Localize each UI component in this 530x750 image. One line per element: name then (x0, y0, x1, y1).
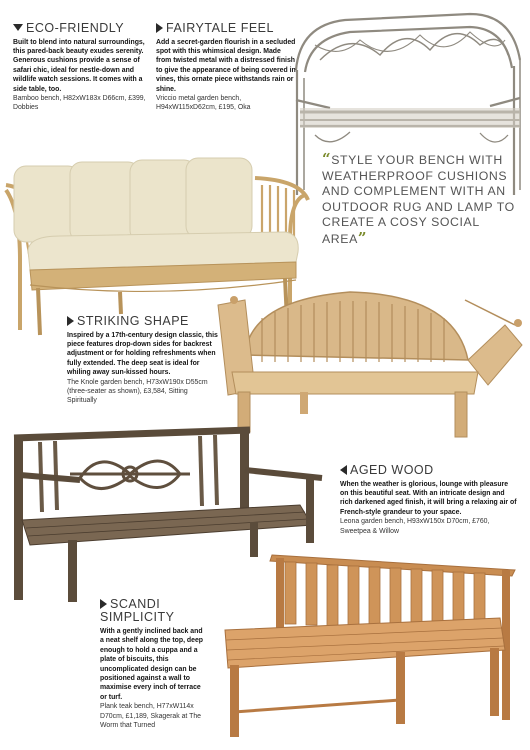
article-credit: Bamboo bench, H82xW183x D66cm, £399, Dobbies (13, 94, 146, 112)
article-body: Inspired by a 17th-century design classic, this piece features drop-down sides for backrest adjustment or for holding refreshments when fully extended. The deep seat is ideal for whiling away sun-kissed hours. (67, 331, 218, 377)
article-credit: Plank teak bench, H77xW114x D70cm, £1,189, Skagerak at The Worm that Turned (100, 703, 201, 730)
pull-quote: “STYLE YOUR BENCH WITH WEATHERPROOF CUSHIONS AND COMPLEMENT WITH AN OUTDOOR RUG AND LAMP TO CREATE A COSY SOCIAL AREA” (322, 150, 515, 247)
open-quote-icon: “ (322, 150, 332, 168)
article-credit: The Knole garden bench, H73xW190x D55cm (three-seater as shown), £3,584, Sitting Spiritually (67, 378, 208, 405)
article-credit: Leona garden bench, H93xW150x D70cm, £760, Sweetpea & Willow (340, 518, 490, 535)
triangle-left-icon (340, 465, 347, 475)
article-credit: Vriccio metal garden bench, H94xW115xD62cm, £195, Oka (156, 94, 251, 112)
article-aged-wood (340, 464, 518, 536)
article-body: With a gently inclined back and a neat shelf along the top, deep enough to hold a cuppa and a plate of biscuits, this uncomplicated design can be positioned against a wall to maximise every inch of terrace or turf. (100, 628, 203, 701)
article-heading: STRIKING SHAPE (67, 315, 219, 328)
article-fairytale-feel (156, 22, 296, 113)
triangle-right-icon (67, 316, 74, 326)
triangle-right-icon (100, 599, 107, 609)
article-heading: FAIRYTALE FEEL (156, 22, 296, 35)
article-heading: AGED WOOD (340, 464, 518, 477)
article-heading: SCANDI SIMPLICITY (100, 597, 175, 624)
triangle-right-icon (156, 23, 163, 33)
article-scandi-simplicity (100, 598, 208, 730)
article-body: Add a secret-garden flourish in a secluded spot with this whimsical design. Made from twisted metal with a distressed finish to give the appearance of being covered in vines, this ornate piece withstands rain or shine. (156, 38, 296, 93)
article-body: Built to blend into natural surroundings, this pared-back beauty exudes serenity. Generous cushions provide a sense of safari chic, ideal for nestle-down and wildlife watch sessions. It comes with a side table, too. (13, 38, 145, 93)
triangle-down-icon (13, 24, 23, 31)
article-heading: ECO-FRIENDLY (13, 22, 146, 35)
close-quote-icon: ” (357, 228, 368, 247)
article-eco-friendly (13, 22, 146, 113)
article-body: When the weather is glorious, lounge with pleasure on this beautiful seat. With an intricate design and rich darkened aged finish, it will bring a relaxing air of French-style grandeur to your space. (340, 480, 517, 516)
article-striking-shape (67, 315, 219, 406)
